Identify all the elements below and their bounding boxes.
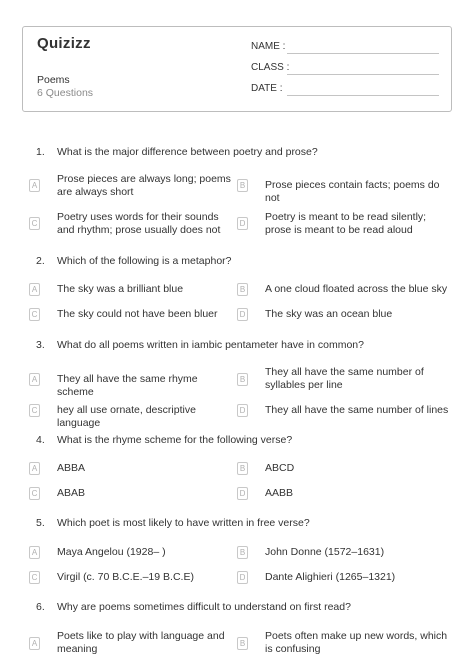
option-text: Poetry uses words for their sounds and rhythm; prose usually does not bbox=[57, 211, 221, 236]
option-letter: B bbox=[237, 179, 248, 192]
option-letter: D bbox=[237, 404, 248, 417]
option-text: Poetry is meant to be read silently; prose is meant to be read aloud bbox=[265, 211, 427, 236]
option-letter: B bbox=[237, 373, 248, 386]
option-letter: B bbox=[237, 546, 248, 559]
name-line bbox=[287, 53, 439, 54]
option-text: The sky was an ocean blue bbox=[265, 308, 393, 320]
question-number: 4. bbox=[36, 434, 45, 446]
class-line bbox=[287, 74, 439, 75]
question-number: 3. bbox=[36, 339, 45, 351]
option-letter: D bbox=[237, 487, 248, 500]
option-text: Prose pieces are always long; poems are always short bbox=[57, 173, 231, 198]
question-text: Which poet is most likely to have written in free verse? bbox=[57, 517, 310, 529]
option-letter: D bbox=[237, 217, 248, 230]
option-text: The sky was a brilliant blue bbox=[57, 283, 184, 295]
option-text: They all have the same number of lines bbox=[265, 404, 449, 416]
option-letter: A bbox=[29, 546, 40, 559]
question-text: Why are poems sometimes difficult to understand on first read? bbox=[57, 601, 351, 613]
option-letter: B bbox=[237, 462, 248, 475]
option-text: A one cloud floated across the blue sky bbox=[265, 283, 448, 295]
option-letter: D bbox=[237, 571, 248, 584]
question-number: 1. bbox=[36, 146, 45, 158]
worksheet-title: Poems bbox=[37, 74, 70, 86]
option-letter: A bbox=[29, 283, 40, 296]
option-letter: D bbox=[237, 308, 248, 321]
question-number: 5. bbox=[36, 517, 45, 529]
option-text: ABBA bbox=[57, 462, 86, 474]
option-letter: C bbox=[29, 217, 40, 230]
question-text: Which of the following is a metaphor? bbox=[57, 255, 232, 267]
option-text: Poets like to play with language and meaning bbox=[57, 630, 225, 655]
option-text: Poets often make up new words, which is confusing bbox=[265, 630, 448, 655]
option-text: ABCD bbox=[265, 462, 295, 474]
question-number: 6. bbox=[36, 601, 45, 613]
option-text: John Donne (1572–1631) bbox=[265, 546, 385, 558]
worksheet-header bbox=[22, 26, 452, 112]
option-letter: B bbox=[237, 283, 248, 296]
option-text: Maya Angelou (1928– ) bbox=[57, 546, 166, 558]
option-text: The sky could not have been bluer bbox=[57, 308, 218, 320]
option-text: They all have the same rhyme scheme bbox=[57, 373, 198, 398]
option-letter: A bbox=[29, 462, 40, 475]
option-letter: B bbox=[237, 637, 248, 650]
option-letter: C bbox=[29, 487, 40, 500]
question-text: What is the rhyme scheme for the following verse? bbox=[57, 434, 293, 446]
date-line bbox=[287, 95, 439, 96]
option-letter: C bbox=[29, 308, 40, 321]
date-label: DATE : bbox=[251, 83, 283, 94]
question-text: What is the major difference between poetry and prose? bbox=[57, 146, 318, 158]
option-text: Prose pieces contain facts; poems do not bbox=[265, 179, 440, 204]
option-letter: A bbox=[29, 179, 40, 192]
option-text: They all have the same number of syllables per line bbox=[265, 366, 424, 391]
quizizz-logo: Quizizz bbox=[37, 35, 91, 52]
option-text: hey all use ornate, descriptive language bbox=[57, 404, 196, 429]
option-letter: A bbox=[29, 373, 40, 386]
question-count: 6 Questions bbox=[37, 87, 94, 99]
option-text: ABAB bbox=[57, 487, 86, 499]
class-label: CLASS : bbox=[251, 62, 290, 73]
option-letter: A bbox=[29, 637, 40, 650]
option-text: Virgil (c. 70 B.C.E.–19 B.C.E) bbox=[57, 571, 194, 583]
question-number: 2. bbox=[36, 255, 45, 267]
option-letter: C bbox=[29, 404, 40, 417]
question-text: What do all poems written in iambic pentameter have in common? bbox=[57, 339, 364, 351]
option-letter: C bbox=[29, 571, 40, 584]
name-label: NAME : bbox=[251, 41, 286, 52]
option-text: Dante Alighieri (1265–1321) bbox=[265, 571, 396, 583]
option-text: AABB bbox=[265, 487, 294, 499]
